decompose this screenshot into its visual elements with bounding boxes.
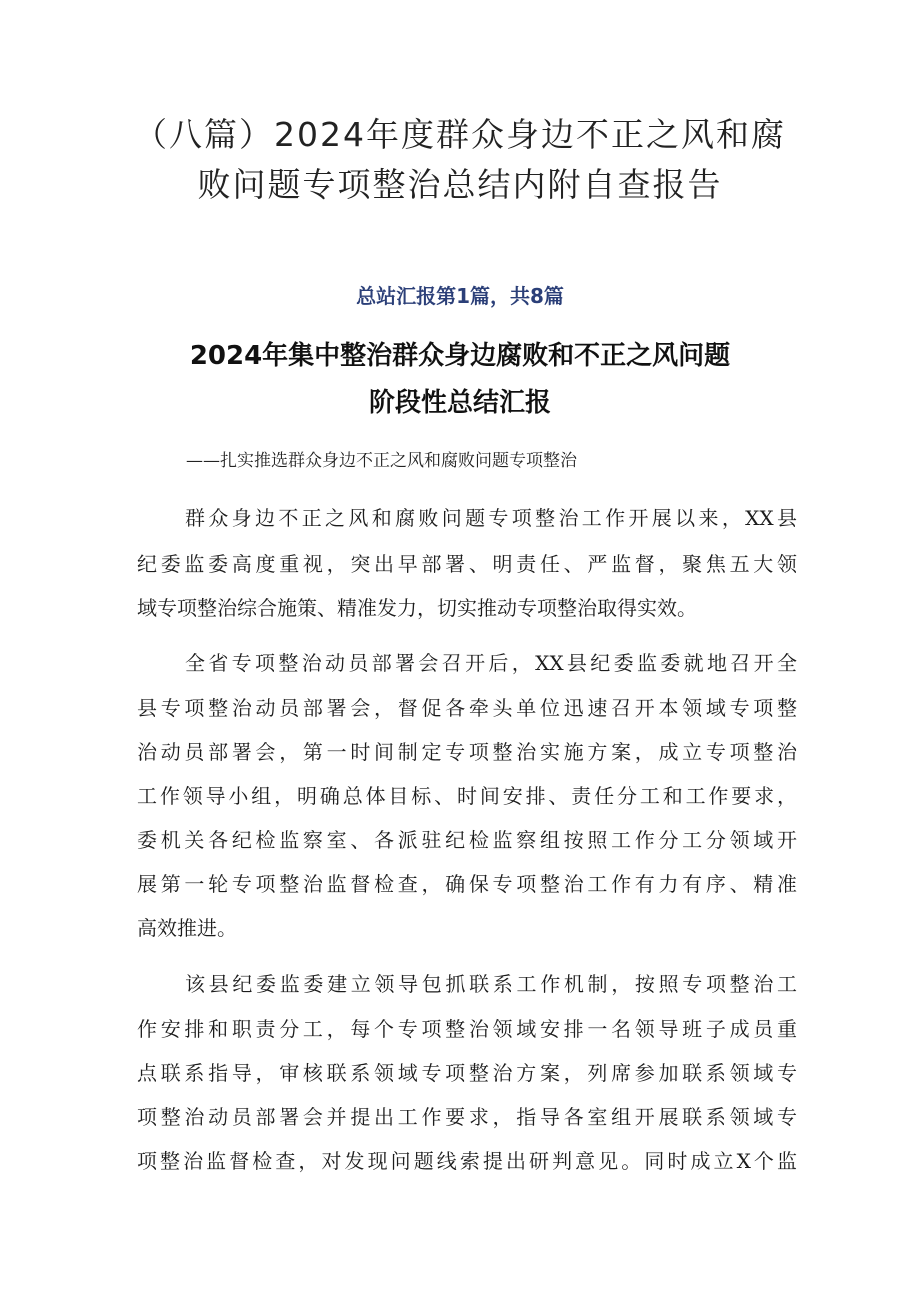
paragraph-line: 治动员部署会，第一时间制定专项整治实施方案，成立专项整治 <box>137 740 797 764</box>
paragraph-line: 全省专项整治动员部署会召开后，XX县纪委监委就地召开全 <box>185 651 797 675</box>
paragraph-line: 展第一轮专项整治监督检查，确保专项整治工作有力有序、精准 <box>137 872 797 896</box>
paragraph-line: 点联系指导，审核联系领域专项整治方案，列席参加联系领域专 <box>137 1061 797 1085</box>
paragraph-line: 工作领导小组，明确总体目标、时间安排、责任分工和工作要求， <box>137 784 797 808</box>
paragraph-line: 群众身边不正之风和腐败问题专项整治工作开展以来，XX县 <box>185 506 797 530</box>
paragraph-line: 项整治动员部署会并提出工作要求，指导各室组开展联系领域专 <box>137 1105 797 1129</box>
part-heading: 总站汇报第1篇，共8篇 <box>356 284 564 308</box>
document-title-line-2: 败问题专项整治总结内附自查报告 <box>197 165 723 204</box>
paragraph-line: 高效推进。 <box>137 916 237 940</box>
paragraph-line: 域专项整治综合施策、精准发力，切实推动专项整治取得实效。 <box>137 596 697 620</box>
document-title-line-1: （八篇）2024年度群众身边不正之风和腐 <box>134 115 786 154</box>
paragraph-line: 作安排和职责分工，每个专项整治领域安排一名领导班子成员重 <box>137 1017 797 1041</box>
report-title-line-1: 2024年集中整治群众身边腐败和不正之风问题 <box>189 341 731 371</box>
paragraph-line: 委机关各纪检监察室、各派驻纪检监察组按照工作分工分领域开 <box>137 828 797 852</box>
paragraph-line: 纪委监委高度重视，突出早部署、明责任、严监督，聚焦五大领 <box>137 552 797 576</box>
report-title-line-2: 阶段性总结汇报 <box>368 388 551 418</box>
paragraph-line: 该县纪委监委建立领导包抓联系工作机制，按照专项整治工 <box>185 972 797 996</box>
report-subtitle: ——扎实推选群众身边不正之风和腐败问题专项整治 <box>186 451 577 471</box>
paragraph-line: 项整治监督检查，对发现问题线索提出研判意见。同时成立X个监 <box>137 1149 797 1173</box>
paragraph-line: 县专项整治动员部署会，督促各牵头单位迅速召开本领域专项整 <box>137 696 797 720</box>
